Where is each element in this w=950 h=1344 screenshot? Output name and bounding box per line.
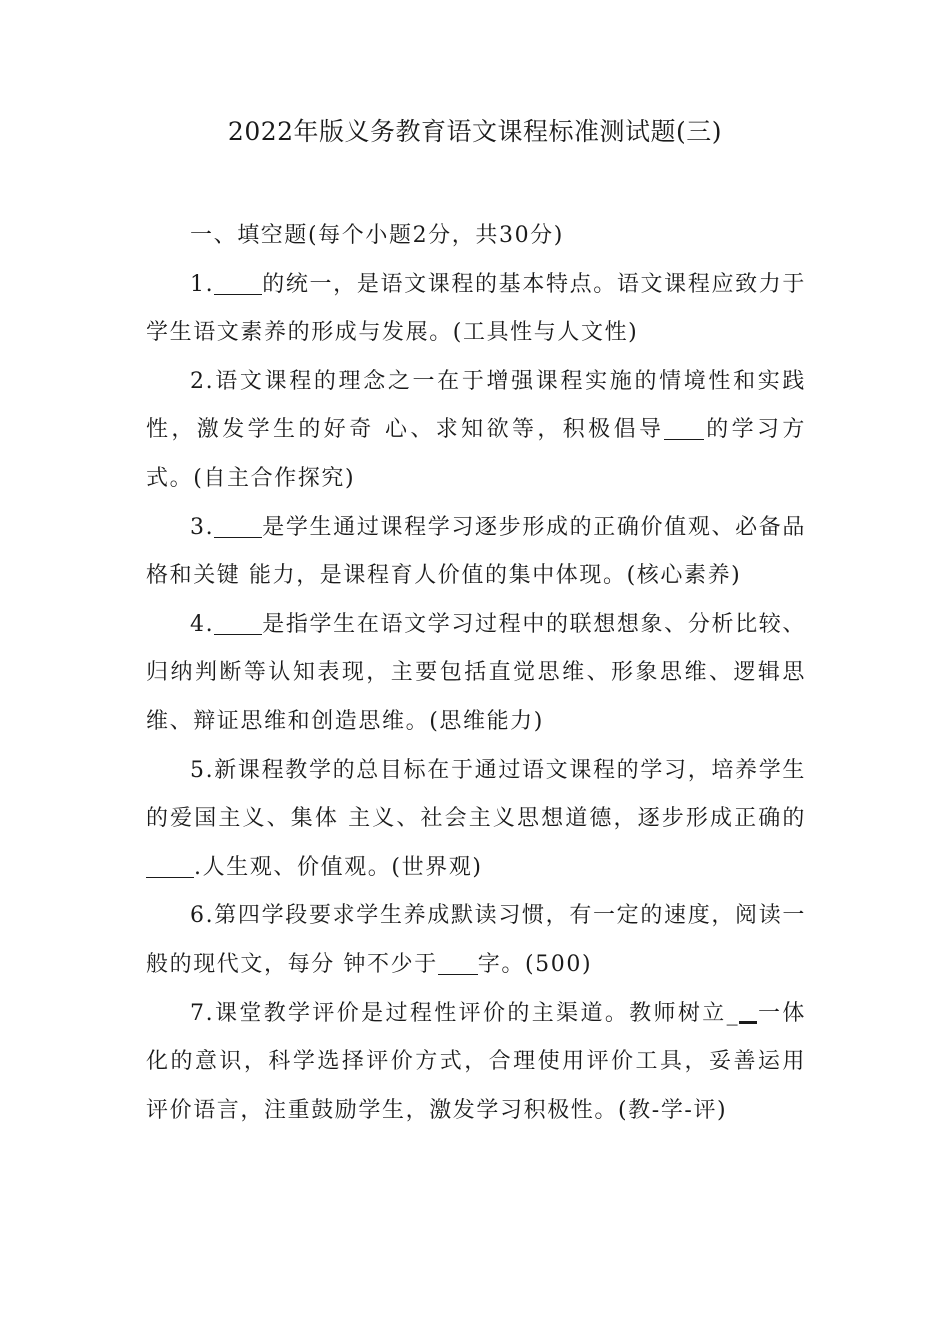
question-5-blank	[146, 854, 194, 878]
question-3-text-after: 是学生通过课程学习逐步形成的正确价值观、必备品格和关键 能力，是课程育人价值的集中体现。(核心素养)	[146, 514, 806, 589]
question-1-text-after: 的统一，是语文课程的基本特点。语文课程应致力于学生语文素养的形成与发展。(工具性与人文性)	[146, 271, 806, 346]
question-7	[146, 990, 806, 1136]
question-7-blank	[739, 997, 757, 1023]
document-body	[146, 212, 806, 1135]
question-2-blank	[664, 416, 704, 440]
section-heading: 一、填空题(每个小题2分，共30分)	[190, 223, 564, 248]
question-5-text-before: 5.新课程教学的总目标在于通过语文课程的学习，培养学生的爱国主义、集体 主义、社会主义思想道德，逐步形成正确的	[146, 757, 806, 832]
question-4-text-before: 4.	[190, 611, 215, 637]
question-6-text-after: 字。(500)	[477, 951, 593, 977]
question-4	[146, 601, 806, 747]
question-1-text-before: 1.	[190, 271, 215, 297]
question-4-blank	[214, 611, 262, 635]
question-2	[146, 358, 806, 504]
question-6	[146, 892, 806, 989]
question-2-text-after: 的学习方式。(自主合作探究)	[146, 417, 806, 491]
question-4-text-after: 是指学生在语文学习过程中的联想想象、分析比较、归纳判断等认知表现，主要包括直觉思维、形象思维、逻辑思维、辩证思维和创造思维。(思维能力)	[146, 611, 806, 734]
document-title: 2022年版义务教育语文课程标准测试题(三)	[227, 117, 723, 146]
question-5-text-after: .人生观、价值观。(世界观)	[194, 854, 483, 880]
question-2-text-before: 2.语文课程的理念之一在于增强课程实施的情境性和实践性，激发学生的好奇 心、求知欲等，积极倡导	[146, 368, 806, 443]
question-1-blank	[214, 271, 262, 295]
question-7-text-after: 一体化的意识，科学选择评价方式，合理使用评价工具，妥善运用评价语言，注重鼓励学生，激发学习积极性。(教-学-评)	[146, 1000, 806, 1123]
question-3-text-before: 3.	[190, 514, 215, 540]
question-6-blank	[438, 951, 478, 975]
question-6-text-before: 6.第四学段要求学生养成默读习惯，有一定的速度，阅读一般的现代文，每分 钟不少于	[146, 903, 806, 977]
question-3	[146, 504, 806, 601]
question-1	[146, 261, 806, 358]
question-7-text-before: 7.课堂教学评价是过程性评价的主渠道。教师树立_	[190, 1000, 740, 1026]
question-3-blank	[214, 513, 262, 537]
question-5	[146, 747, 806, 893]
